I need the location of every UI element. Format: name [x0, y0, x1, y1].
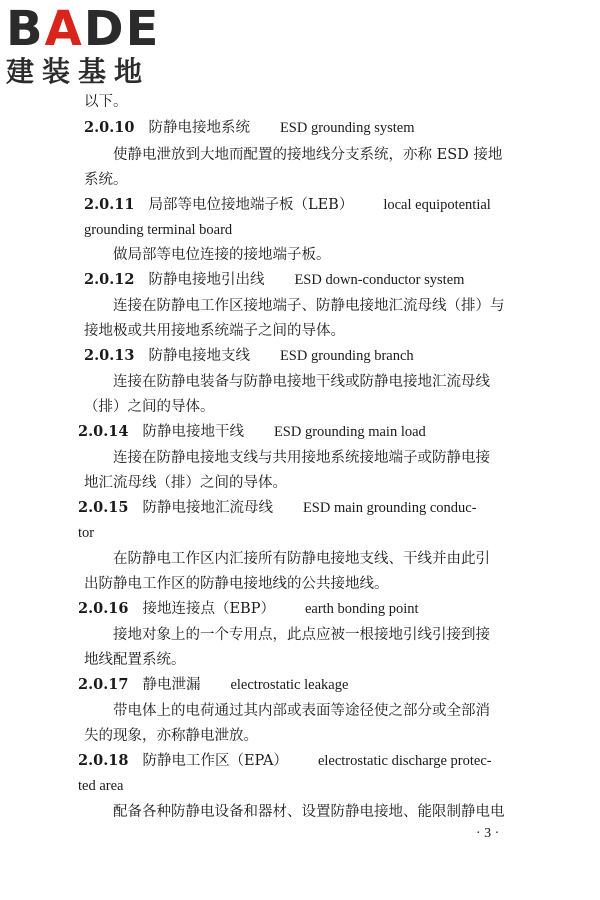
term-2-0-16: 2.0.16 接地连接点（EBP） earth bonding point [78, 600, 419, 617]
bade-logo [6, 1, 181, 94]
text-line: 以下。 [84, 94, 128, 110]
definition-line: 配备各种防静电设备和器材、设置防静电接地、能限制静电电 [113, 804, 505, 820]
term-continuation: grounding terminal board [84, 222, 233, 238]
definition-line: 在防静电工作区内汇接所有防静电接地支线、干线并由此引 [113, 551, 490, 567]
definition-line: 失的现象，亦称静电泄放。 [84, 728, 258, 744]
definition-line: 地汇流母线（排）之间的导体。 [84, 475, 287, 491]
definition-line: 使静电泄放到大地而配置的接地线分支系统，亦称 ESD 接地 [113, 147, 503, 163]
term-continuation: ted area [78, 778, 124, 794]
definition-line: 连接在防静电工作区接地端子、防静电接地汇流母线（排）与 [113, 298, 505, 314]
term-2-0-12: 2.0.12 防静电接地引出线 ESD down-conductor system [84, 271, 465, 288]
term-2-0-11: 2.0.11 局部等电位接地端子板（LEB） local equipotential [84, 196, 491, 213]
term-2-0-15: 2.0.15 防静电接地汇流母线 ESD main grounding conduc- [78, 499, 477, 516]
term-2-0-17: 2.0.17 静电泄漏 electrostatic leakage [78, 676, 349, 693]
definition-line: 做局部等电位连接的接地端子板。 [113, 247, 331, 263]
definition-line: 接地极或共用接地系统端子之间的导体。 [84, 323, 345, 339]
term-continuation: tor [78, 525, 95, 541]
definition-line: 接地对象上的一个专用点，此点应被一根接地引线引接到接 [113, 627, 490, 643]
term-2-0-13: 2.0.13 防静电接地支线 ESD grounding branch [84, 347, 414, 364]
definition-line: 连接在防静电接地支线与共用接地系统接地端子或防静电接 [113, 450, 490, 466]
definition-line: 系统。 [84, 172, 128, 188]
term-2-0-18: 2.0.18 防静电工作区（EPA） electrostatic discharge protec- [78, 752, 492, 769]
definition-line: 出防静电工作区的防静电接地线的公共接地线。 [84, 576, 389, 592]
definition-line: 地线配置系统。 [84, 652, 186, 668]
term-2-0-14: 2.0.14 防静电接地干线 ESD grounding main load [78, 423, 426, 440]
page-number: · 3 · [476, 826, 500, 841]
term-2-0-10: 2.0.10 防静电接地系统 ESD grounding system [84, 119, 415, 136]
definition-line: 连接在防静电装备与防静电接地干线或防静电接地汇流母线 [113, 374, 490, 390]
definition-line: （排）之间的导体。 [84, 399, 215, 415]
logo-subtitle: 建装基地 [6, 55, 151, 88]
logo-wordmark: BADE [6, 1, 161, 57]
definition-line: 带电体上的电荷通过其内部或表面等途径使之部分或全部消 [113, 703, 490, 719]
